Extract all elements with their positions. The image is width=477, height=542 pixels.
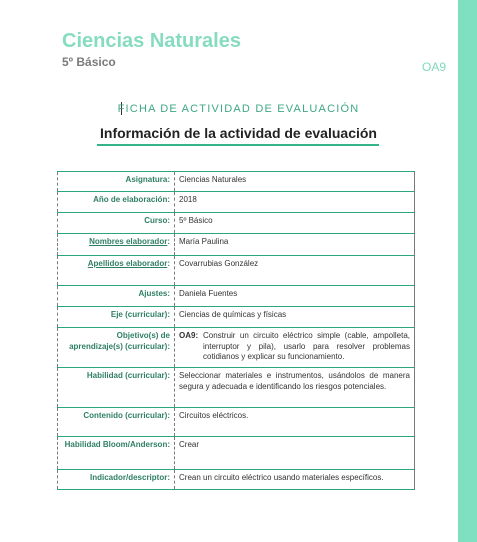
objective-wrap	[179, 331, 410, 363]
row-value-curso[interactable]: 5º Básico	[175, 213, 415, 234]
table-row	[58, 286, 415, 307]
table-row	[58, 256, 415, 286]
table-row	[58, 213, 415, 234]
subject-title: Ciencias Naturales	[62, 30, 241, 52]
row-label-eje: Eje (curricular):	[58, 307, 175, 328]
sheet-title: FICHA DE ACTIVIDAD DE EVALUACIÓN	[117, 103, 360, 115]
table-row	[58, 408, 415, 437]
row-label-bloom: Habilidad Bloom/Anderson:	[58, 437, 175, 470]
row-label-apellidos	[58, 256, 175, 286]
apellidos-label-colon: :	[167, 259, 170, 268]
title-underline	[97, 144, 379, 146]
row-value-eje[interactable]: Ciencias de químicas y físicas	[175, 307, 415, 328]
table-row	[58, 328, 415, 368]
row-value-habilidad[interactable]: Seleccionar materiales e instrumentos, usándolos de manera segura y adecuada e identificando los riesgos potenciales.	[175, 368, 415, 408]
table-row	[58, 437, 415, 470]
objective-code: OA9	[422, 60, 447, 74]
row-label-contenido: Contenido (curricular):	[58, 408, 175, 437]
row-label-objetivo: Objetivo(s) de aprendizaje(s) (curricular):	[58, 328, 175, 368]
objective-row-code: OA9:	[179, 331, 199, 340]
row-label-habilidad: Habilidad (curricular):	[58, 368, 175, 408]
row-value-bloom[interactable]: Crear	[175, 437, 415, 470]
row-value-apellidos[interactable]: Covarrubias González	[175, 256, 415, 286]
activity-info-table	[57, 171, 415, 490]
row-label-indicador: Indicador/descriptor:	[58, 470, 175, 490]
row-value-indicador[interactable]: Crean un circuito eléctrico usando materiales específicos.	[175, 470, 415, 490]
nombres-label-colon: :	[167, 237, 170, 246]
row-value-objetivo[interactable]	[175, 328, 415, 368]
row-label-anio: Año de elaboración:	[58, 192, 175, 213]
row-value-anio[interactable]: 2018	[175, 192, 415, 213]
row-label-ajustes: Ajustes:	[58, 286, 175, 307]
table-row	[58, 470, 415, 490]
row-label-nombres	[58, 234, 175, 256]
table-row	[58, 192, 415, 213]
main-title: Información de la actividad de evaluación	[100, 125, 377, 141]
table-row	[58, 234, 415, 256]
right-decorative-band	[458, 0, 477, 542]
apellidos-label-text: Apellidos elaborador	[87, 259, 168, 268]
row-value-nombres[interactable]: María Paulina	[175, 234, 415, 256]
row-label-curso: Curso:	[58, 213, 175, 234]
row-value-contenido[interactable]: Circuitos eléctricos.	[175, 408, 415, 437]
table-row	[58, 368, 415, 408]
row-label-asignatura: Asignatura:	[58, 172, 175, 192]
row-value-asignatura[interactable]: Ciencias Naturales	[175, 172, 415, 192]
grade-label: 5º Básico	[62, 55, 116, 69]
table-row	[58, 307, 415, 328]
row-value-ajustes[interactable]: Daniela Fuentes	[175, 286, 415, 307]
table-row	[58, 172, 415, 192]
nombres-label-text: Nombres elaborador	[89, 237, 168, 246]
objective-text: Construir un circuito eléctrico simple (cable, ampolleta, interruptor y pila), usarlo para resolver problemas cotidianos y explicar su funcionamiento.	[203, 331, 410, 361]
